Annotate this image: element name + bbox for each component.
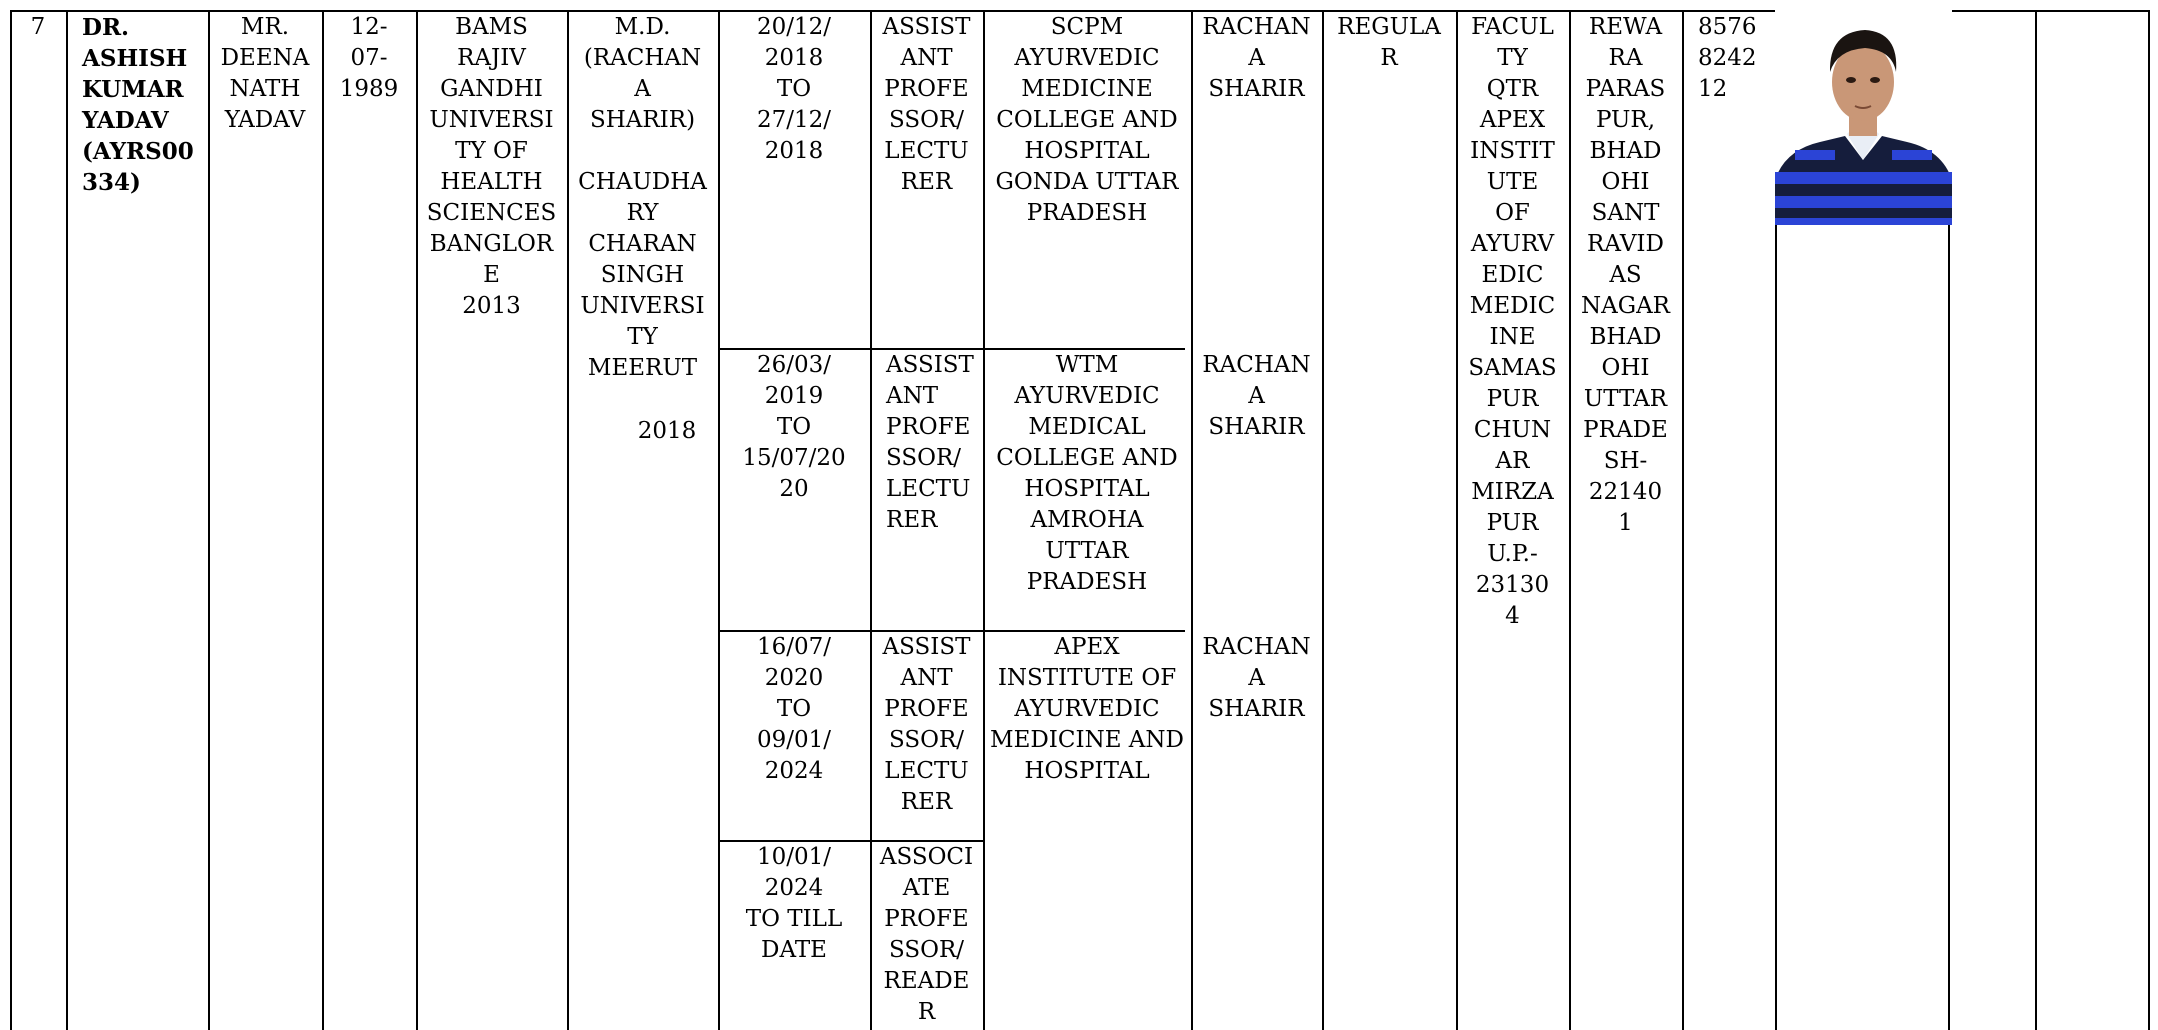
permanent-address: REWA RA PARAS PUR, BHAD OHI SANT RAVID AS NAGAR BHAD OHI UTTAR PRADE SH- 22140 1	[1580, 14, 1671, 536]
experience-college: SCPM AYURVEDIC MEDICINE COLLEGE AND HOSPITAL GONDA UTTAR PRADESH	[995, 14, 1179, 226]
experience-designation: ASSIST ANT PROFE SSOR/ LECTU RER	[882, 634, 971, 815]
experience-department: RACHAN A SHARIR	[1202, 352, 1311, 440]
column-divider	[2035, 10, 2037, 1030]
appointment-type: REGULA R	[1337, 14, 1441, 71]
serial-number: 7	[30, 14, 46, 40]
experience-period: 20/12/ 2018 TO 27/12/ 2018	[756, 14, 832, 164]
person-portrait-photo	[1775, 10, 1952, 225]
column-divider	[2148, 10, 2150, 1030]
experience-period: 26/03/ 2019 TO 15/07/20 20	[742, 352, 846, 502]
column-divider	[322, 10, 324, 1030]
date-of-birth: 12- 07- 1989	[339, 14, 399, 102]
experience-designation: ASSIST ANT PROFE SSOR/ LECTU RER	[886, 352, 974, 533]
experience-department: RACHAN A SHARIR	[1202, 14, 1311, 102]
experience-period: 16/07/ 2020 TO 09/01/ 2024	[756, 634, 832, 784]
experience-department: RACHAN A SHARIR	[1202, 634, 1311, 722]
faculty-name: DR. ASHISH KUMAR YADAV (AYRS00 334)	[82, 14, 194, 196]
present-address: FACUL TY QTR APEX INSTIT UTE OF AYURV EDIC MEDIC INE SAMAS PUR CHUN AR MIRZA PUR U.P.- 23130 4	[1468, 14, 1557, 629]
column-divider	[1682, 10, 1684, 1030]
experience-period: 10/01/ 2024 TO TILL DATE	[745, 844, 843, 963]
column-divider	[10, 10, 12, 1030]
column-divider	[1191, 10, 1193, 1030]
father-name: MR. DEENA NATH YADAV	[220, 14, 310, 133]
experience-designation: ASSIST ANT PROFE SSOR/ LECTU RER	[882, 14, 971, 195]
column-divider	[66, 10, 68, 1030]
pg-qualification: M.D. (RACHAN A SHARIR) CHAUDHA RY CHARAN SINGH UNIVERSI TY MEERUT	[578, 14, 707, 381]
experience-college: APEX INSTITUTE OF AYURVEDIC MEDICINE AND HOSPITAL	[990, 634, 1184, 784]
portrait-icon	[1775, 10, 1952, 225]
column-divider	[208, 10, 210, 1030]
mobile-number: 8576 8242 12	[1698, 14, 1757, 102]
experience-college: WTM AYURVEDIC MEDICAL COLLEGE AND HOSPITAL AMROHA UTTAR PRADESH	[996, 352, 1178, 595]
ug-qualification: BAMS RAJIV GANDHI UNIVERSI TY OF HEALTH SCIENCES BANGLOR E 2013	[426, 14, 557, 319]
pg-year: 2018	[637, 418, 697, 444]
column-divider	[1322, 10, 1324, 1030]
experience-designation: ASSOCI ATE PROFE SSOR/ READE R	[879, 844, 974, 1025]
